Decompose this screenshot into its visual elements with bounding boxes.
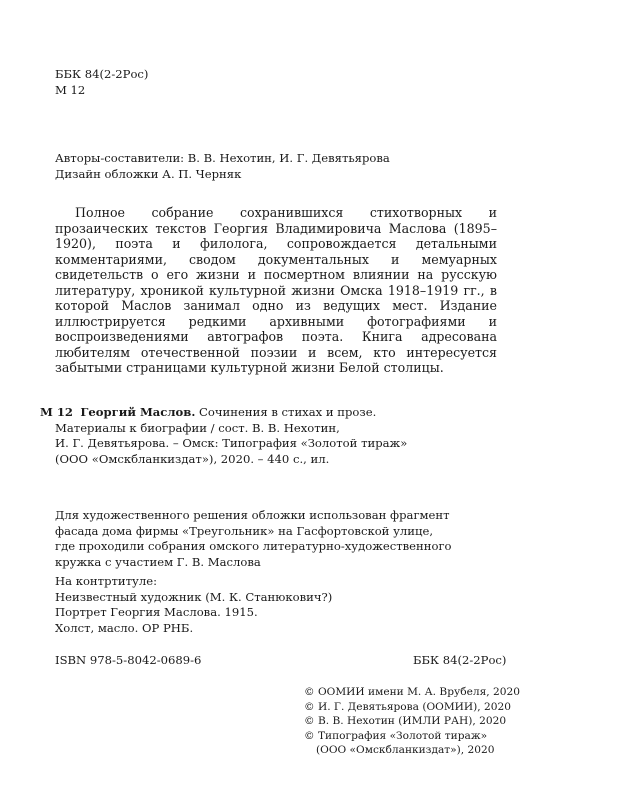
copyright-line: © В. В. Нехотин (ИМЛИ РАН), 2020 bbox=[304, 715, 507, 728]
catalog-code: М 12 bbox=[40, 405, 74, 419]
annotation-text: Полное собрание сохранившихся стихотворных и прозаических текстов Георгия Владимировича Маслова (1895–1920), поэта и филолога, сопровождается детальными комментариями, сводом документальных и мемуарных свидетельств о его жизни и посмертном влиянии на русскую литературу, хроникой культурной жизни Омска 1918–1919 гг., в которой Маслов занимал одно из ведущих мест. Издание иллюстрируется редкими архивными фотографиями и воспроизведениями автографов поэта. Книга адресована любителям отечественной поэзии и всем, кто интересуется забытыми страницами культурной жизни Белой столицы. bbox=[55, 205, 497, 375]
bbk-index-block bbox=[55, 67, 148, 98]
credits-block bbox=[55, 151, 390, 182]
bbk-footer: ББК 84(2-2Рос) bbox=[413, 653, 507, 667]
cover-note-line: кружка с участием Г. В. Маслова bbox=[55, 554, 261, 569]
annotation-block bbox=[55, 205, 497, 376]
frontispiece-block bbox=[55, 574, 332, 636]
catalog-line: (ООО «Омскбланкиздат»), 2020. – 440 с., ил. bbox=[55, 451, 330, 466]
cover-note-line: Для художественного решения обложки использован фрагмент bbox=[55, 508, 450, 522]
catalog-line: Материалы к биографии / сост. В. В. Нехотин, bbox=[55, 420, 340, 435]
bbk-code: ББК 84(2-2Рос) bbox=[55, 67, 149, 81]
catalog-first-line bbox=[0, 405, 628, 421]
frontispiece-line: Портрет Георгия Маслова. 1915. bbox=[55, 605, 258, 619]
catalog-author: Георгий Маслов. bbox=[80, 405, 196, 419]
catalog-entry bbox=[0, 405, 628, 467]
copyright-continuation: (ООО «Омскбланкиздат»), 2020 bbox=[316, 744, 495, 757]
compilers-line: Авторы-составители: В. В. Нехотин, И. Г. Девятьярова bbox=[55, 151, 390, 165]
frontispiece-line: На контртитуле: bbox=[55, 574, 158, 588]
copyright-line: © Типография «Золотой тираж» bbox=[304, 729, 488, 742]
frontispiece-line: Холст, масло. ОР РНБ. bbox=[55, 620, 194, 635]
author-mark: М 12 bbox=[55, 82, 86, 97]
cover-note-line: где проходили собрания омского литературно-художественного bbox=[55, 539, 452, 553]
catalog-title: Сочинения в стихах и прозе. bbox=[195, 405, 377, 419]
cover-design-line: Дизайн обложки А. П. Черняк bbox=[55, 166, 242, 181]
copyright-line: © ООМИИ имени М. А. Врубеля, 2020 bbox=[304, 686, 520, 698]
cover-note-line: фасада дома фирмы «Треугольник» на Гасфортовской улице, bbox=[55, 523, 434, 538]
cover-note-block bbox=[55, 508, 452, 570]
isbn: ISBN 978-5-8042-0689-6 bbox=[55, 653, 202, 667]
frontispiece-line: Неизвестный художник (М. К. Станюкович?) bbox=[55, 589, 333, 604]
copyright-block bbox=[304, 685, 520, 758]
catalog-line: И. Г. Девятьярова. – Омск: Типография «Золотой тираж» bbox=[55, 436, 408, 450]
copyright-line: © И. Г. Девятьярова (ООМИИ), 2020 bbox=[304, 700, 511, 713]
